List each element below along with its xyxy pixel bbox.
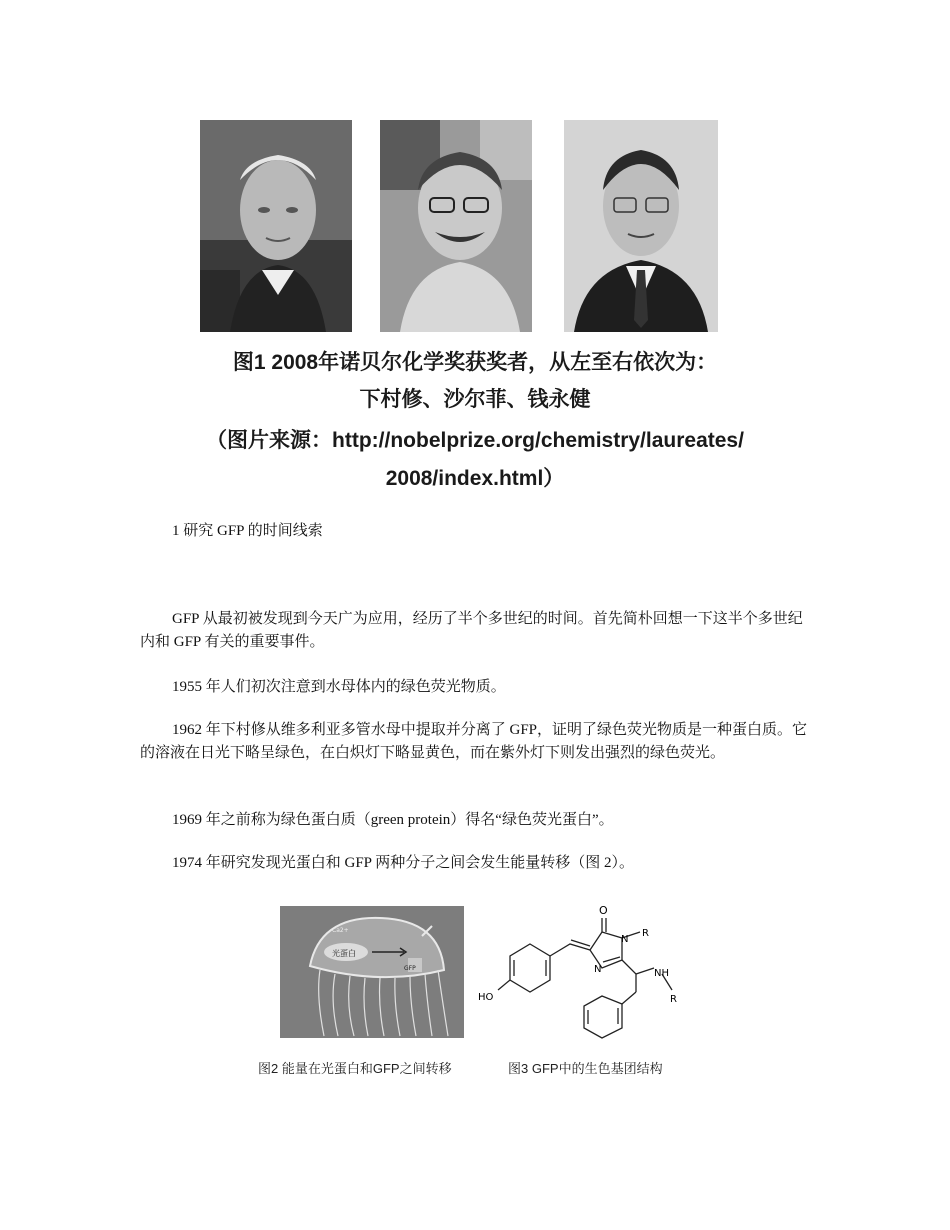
figure-1 — [192, 118, 758, 498]
atom-ho-label: HO — [478, 992, 494, 1003]
jellyfish-energy-transfer-image — [280, 906, 464, 1038]
gfp-chromophore-structure — [472, 900, 698, 1046]
paragraph-text: GFP 从最初被发现到今天广为应用，经历了半个多世纪的时间。首先简朴回想一下这半个多世纪内和 GFP 有关的重要事件。 — [140, 611, 803, 650]
figure-1-caption-line-1: 图1 2008年诺贝尔化学奖获奖者，从左至右依次为： — [232, 351, 718, 374]
paragraph-1955 — [140, 676, 812, 699]
section-heading-text: 1 研究 GFP 的时间线索 — [172, 523, 323, 539]
section-heading — [140, 520, 812, 543]
paragraph-1962 — [140, 719, 812, 765]
laureate-photo-chalfie — [380, 120, 532, 332]
atom-r2-label: R — [670, 994, 677, 1005]
atom-nh-label: NH — [654, 968, 669, 979]
paragraph-text: 1955 年人们初次注意到水母体内的绿色荧光物质。 — [172, 679, 506, 695]
paragraph-text: 1969 年之前称为绿色蛋白质（green protein）得名“绿色荧光蛋白”。 — [172, 812, 614, 828]
figure-3-caption: 图3 GFP中的生色基团结构 — [508, 1061, 663, 1076]
gfp-label: GFP — [404, 965, 416, 972]
paragraph-1974 — [140, 852, 812, 875]
figures-2-3 — [258, 900, 698, 1085]
figure-2-caption: 图2 能量在光蛋白和GFP之间转移 — [258, 1061, 452, 1076]
aequorin-label: 光蛋白 — [332, 949, 356, 958]
paragraph-text: 1962 年下村修从维多利亚多管水母中提取并分离了 GFP，证明了绿色荧光物质是一种蛋白质。它的溶液在日光下略呈绿色，在白炽灯下略显黄色，而在紫外灯下则发出强烈的绿色荧光。 — [140, 722, 808, 761]
figure-1-source-line-2: 2008/index.html） — [385, 467, 565, 490]
figure-1-caption-line-2: 下村修、沙尔菲、钱永健 — [359, 388, 591, 411]
paragraph-text: 1974 年研究发现光蛋白和 GFP 两种分子之间会发生能量转移（图 2）。 — [172, 855, 634, 871]
laureate-photo-tsien — [564, 120, 718, 332]
calcium-label: Ca2+ — [332, 927, 349, 934]
paragraph-1969 — [140, 809, 812, 832]
laureate-photo-shimomura — [200, 120, 352, 332]
atom-n1-label: N — [621, 934, 629, 945]
figure-1-source-line-1: （图片来源：http://nobelprize.org/chemistry/laureates/ — [206, 429, 744, 452]
atom-o-label: O — [599, 904, 608, 917]
atom-n2-label: N — [594, 964, 602, 975]
paragraph-intro — [140, 608, 812, 654]
atom-r1-label: R — [642, 928, 649, 939]
